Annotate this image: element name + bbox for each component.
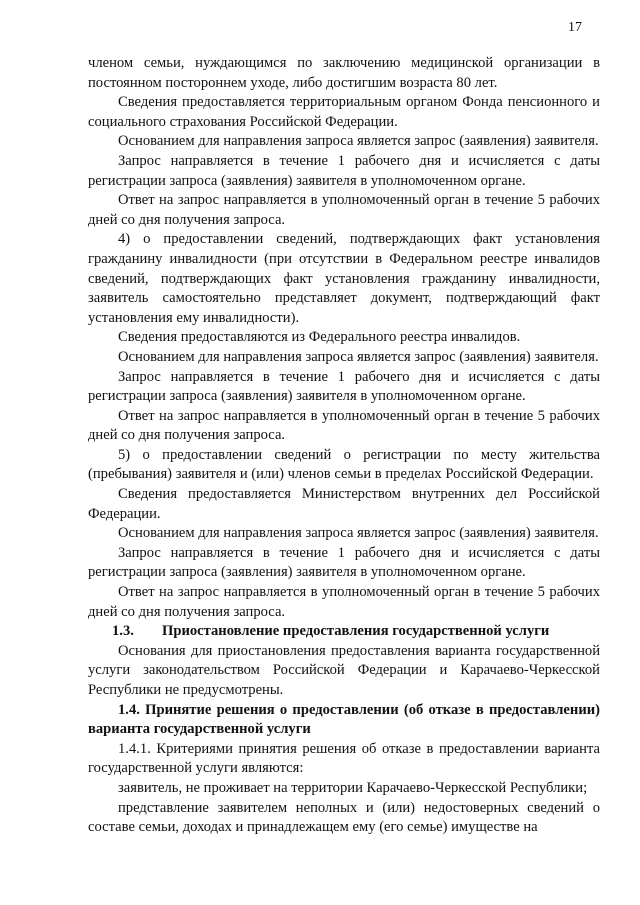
paragraph: Запрос направляется в течение 1 рабочего дня и исчисляется с даты регистрации запроса (заявления) заявителя в уполномоченном органе.	[88, 368, 600, 405]
section-title: Приостановление предоставления государственной услуги	[162, 623, 550, 640]
paragraph: 4) о предоставлении сведений, подтверждающих факт установления гражданину инвалидности (при отсутствии в Федеральном реестре инвалидов сведений, подтверждающих факт установления гражданину инвалидности, заявитель самостоятельно представляет документ, подтверждающий факт установления ему инвалидности).	[88, 231, 600, 326]
paragraph: Ответ на запрос направляется в уполномоченный орган в течение 5 рабочих дней со дня получения запроса.	[88, 192, 600, 228]
paragraph: Сведения предоставляется Министерством внутренних дел Российской Федерации.	[88, 486, 600, 522]
paragraph: представление заявителем неполных и (или) недостоверных сведений о составе семьи, доходах и принадлежащем ему (его семье) имуществе на	[88, 799, 600, 836]
paragraph: Сведения предоставляются из Федерального реестра инвалидов.	[118, 329, 521, 346]
paragraph: Сведения предоставляется территориальным органом Фонда пенсионного и социального страхования Российской Федерации.	[88, 94, 600, 130]
paragraph: 5) о предоставлении сведений о регистрации по месту жительства (пребывания) заявителя и (или) членов семьи в пределах Российской Федерации.	[88, 446, 600, 483]
paragraph: 1.4.1. Критериями принятия решения об отказе в предоставлении варианта государственной услуги являются:	[88, 740, 600, 777]
paragraph: членом семьи, нуждающимся по заключению медицинской организации в постоянном постороннем уходе, либо достигшим возраста 80 лет.	[88, 55, 600, 91]
paragraph: Запрос направляется в течение 1 рабочего дня и исчисляется с даты регистрации запроса (заявления) заявителя в уполномоченном органе.	[88, 544, 600, 581]
paragraph: Ответ на запрос направляется в уполномоченный орган в течение 5 рабочих дней со дня получения запроса.	[88, 584, 600, 620]
paragraph: Основанием для направления запроса является запрос (заявления) заявителя.	[118, 348, 599, 365]
paragraph: Ответ на запрос направляется в уполномоченный орган в течение 5 рабочих дней со дня получения запроса.	[88, 407, 600, 444]
paragraph: Основания для приостановления предоставления варианта государственной услуги законодательством Российской Федерации и Карачаево-Черкесской Республики не предусмотрены.	[88, 642, 600, 698]
document-body	[88, 54, 600, 838]
section-number: 1.3.	[112, 623, 134, 640]
paragraph: заявитель, не проживает на территории Карачаево-Черкесской Республики;	[118, 779, 588, 796]
page-number: 17	[568, 20, 582, 35]
section-heading-1-4: 1.4. Принятие решения о предоставлении (об отказе в предоставлении) варианта государственной услуги	[88, 701, 600, 738]
section-heading-1-3	[88, 622, 600, 642]
paragraph: Запрос направляется в течение 1 рабочего дня и исчисляется с даты регистрации запроса (заявления) заявителя в уполномоченном органе.	[88, 152, 600, 189]
paragraph: Основанием для направления запроса является запрос (заявления) заявителя.	[118, 133, 599, 150]
paragraph: Основанием для направления запроса является запрос (заявления) заявителя.	[118, 525, 599, 542]
